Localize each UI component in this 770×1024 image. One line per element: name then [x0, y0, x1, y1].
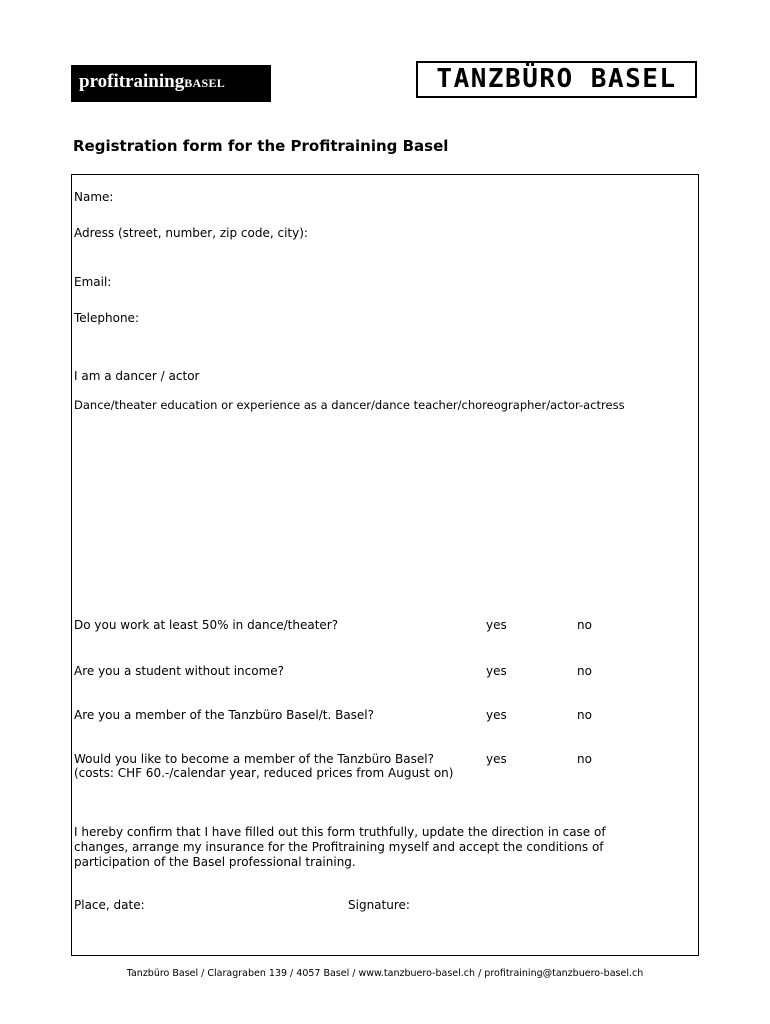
no-option: no — [577, 708, 592, 722]
no-option: no — [577, 752, 592, 766]
yes-option: yes — [486, 752, 507, 766]
profitraining-logo — [71, 65, 271, 102]
telephone-field-label: Telephone: — [74, 311, 139, 325]
footer-contact: Tanzbüro Basel / Claragraben 139 / 4057 Basel / www.tanzbuero-basel.ch / profitraining@tanzbuero-basel.ch — [126, 968, 644, 979]
yes-option: yes — [486, 708, 507, 722]
question-become-member: Would you like to become a member of the Tanzbüro Basel? — [74, 752, 434, 766]
question-member: Are you a member of the Tanzbüro Basel/t. Basel? — [74, 708, 375, 722]
yes-option: yes — [486, 618, 507, 632]
place-date-label: Place, date: — [74, 898, 145, 912]
logo-sub-text: BASEL — [184, 76, 226, 90]
question-work-50: Do you work at least 50% in dance/theater? — [74, 618, 339, 632]
tanzbuero-logo: TANZBÜRO BASEL — [416, 61, 697, 98]
confirmation-line: changes, arrange my insurance for the Profitraining myself and accept the conditions of — [74, 840, 604, 854]
logo-main-text: profitraining — [79, 71, 185, 92]
role-label: I am a dancer / actor — [74, 369, 200, 383]
no-option: no — [577, 664, 592, 678]
confirmation-line: participation of the Basel professional training. — [74, 855, 356, 869]
address-field-label: Adress (street, number, zip code, city): — [74, 226, 308, 240]
question-student: Are you a student without income? — [74, 664, 285, 678]
signature-label: Signature: — [348, 898, 410, 912]
page-title: Registration form for the Profitraining Basel — [73, 137, 449, 155]
name-field-label: Name: — [74, 190, 114, 204]
no-option: no — [577, 618, 592, 632]
confirmation-line: I hereby confirm that I have filled out this form truthfully, update the direction in case of — [74, 825, 606, 839]
membership-cost-note: (costs: CHF 60.-/calendar year, reduced prices from August on) — [74, 766, 454, 780]
email-field-label: Email: — [74, 275, 112, 289]
education-field-label: Dance/theater education or experience as a dancer/dance teacher/choreographer/actor-actress — [74, 398, 625, 412]
yes-option: yes — [486, 664, 507, 678]
